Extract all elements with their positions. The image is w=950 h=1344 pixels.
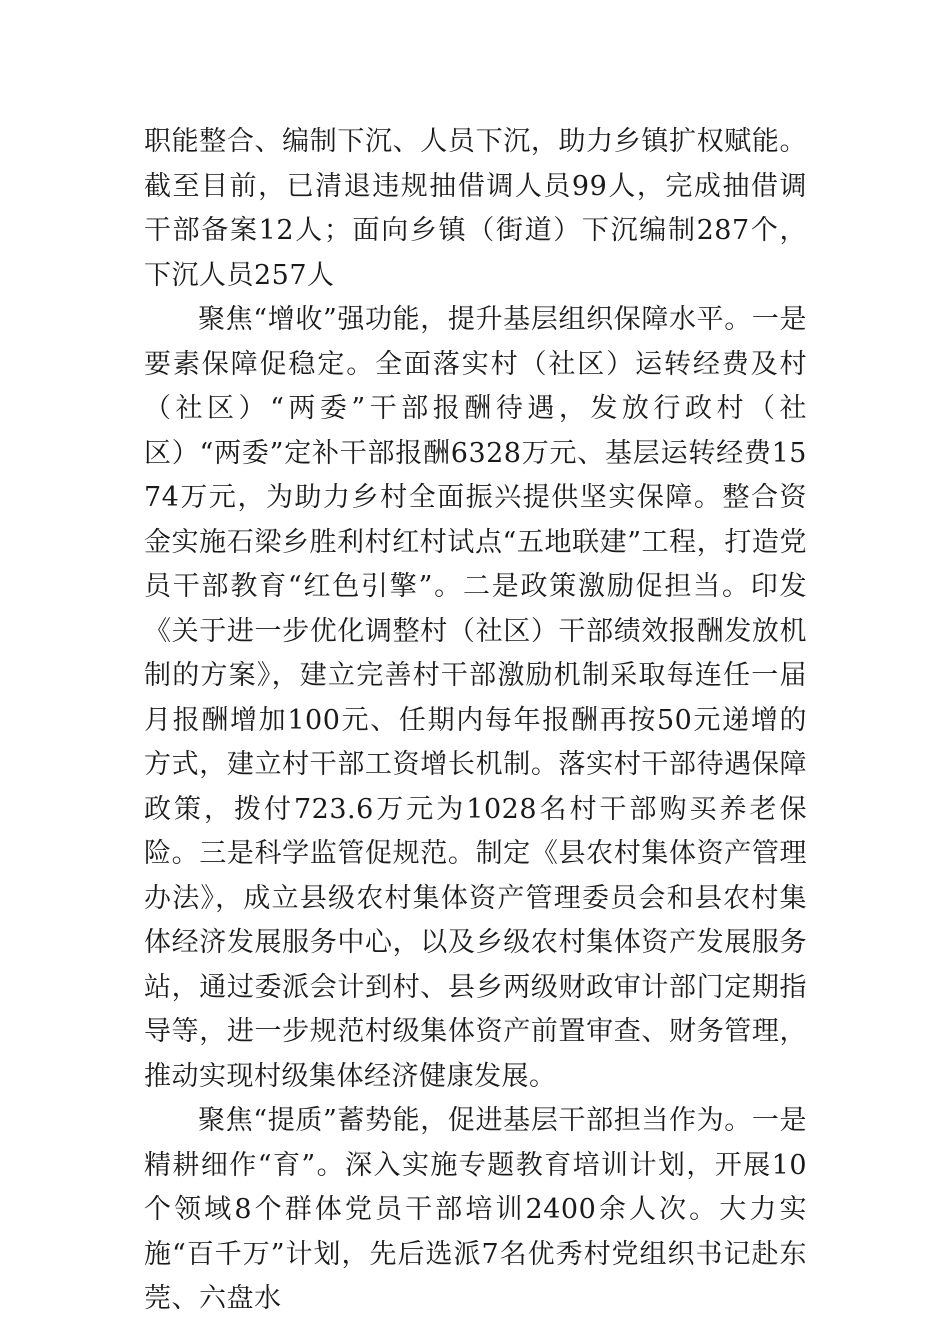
document-body <box>144 120 807 1322</box>
paragraph-3: 聚焦“提质”蓄势能，促进基层干部担当作为。一是精耕细作“育”。深入实施专题教育培训计划，开展10个领域8个群体党员干部培训2400余人次。大力实施“百千万”计划，先后选派7名优秀村党组织书记赴东莞、六盘水 <box>144 1105 807 1314</box>
paragraph-2: 聚焦“增收”强功能，提升基层组织保障水平。一是要素保障促稳定。全面落实村（社区）运转经费及村（社区）“两委”干部报酬待遇，发放行政村（社区）“两委”定补干部报酬6328万元、基层运转经费1574万元，为助力乡村全面振兴提供坚实保障。整合资金实施石梁乡胜利村红村试点“五地联建”工程，打造党员干部教育“红色引擎”。二是政策激励促担当。印发《关于进一步优化调整村（社区）干部绩效报酬发放机制的方案》，建立完善村干部激励机制采取每连任一届月报酬增加100元、任期内每年报酬再按50元递增的方式，建立村干部工资增长机制。落实村干部待遇保障政策，拨付723.6万元为1028名村干部购买养老保险。三是科学监管促规范。制定《县农村集体资产管理办法》，成立县级农村集体资产管理委员会和县农村集体经济发展服务中心，以及乡级农村集体资产发展服务站，通过委派会计到村、县乡两级财政审计部门定期指导等，进一步规范村级集体资产前置审查、财务管理，推动实现村级集体经济健康发展。 <box>144 304 807 1092</box>
paragraph-1: 职能整合、编制下沉、人员下沉，助力乡镇扩权赋能。截至目前，已清退违规抽借调人员99人，完成抽借调干部备案12人；面向乡镇（街道）下沉编制287个，下沉人员257人 <box>144 126 807 291</box>
